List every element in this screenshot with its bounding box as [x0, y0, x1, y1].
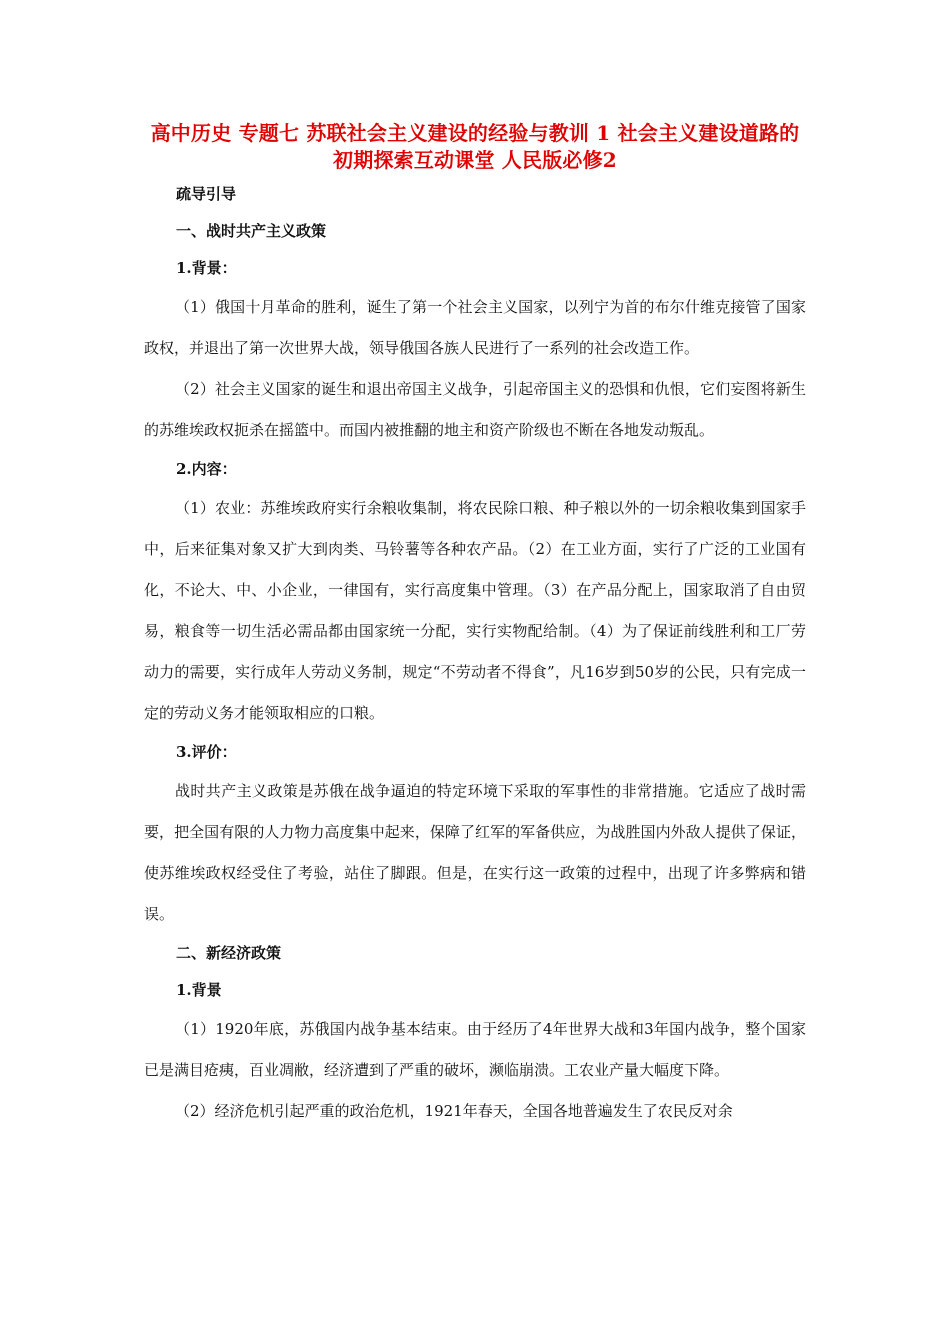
part2-heading: 二、新经济政策: [176, 944, 282, 962]
part2-background-heading: 1.背景: [176, 981, 222, 999]
part1-evaluation-paragraph: 战时共产主义政策是苏俄在战争逼迫的特定环境下采取的军事性的非常措施。它适应了战时需要，把全国有限的人力物力高度集中起来，保障了红军的军备供应，为战胜国内外敌人提供了保证，使苏维埃政权经受住了考验，站住了脚跟。但是，在实行这一政策的过程中，出现了许多弊病和错误。: [144, 782, 806, 923]
part1-background-paragraph-2: （2）社会主义国家的诞生和退出帝国主义战争，引起帝国主义的恐惧和仇恨，它们妄图将新生的苏维埃政权扼杀在摇篮中。而国内被推翻的地主和资产阶级也不断在各地发动叛乱。: [144, 380, 806, 439]
document-page: [144, 120, 806, 1132]
part2-background-paragraph-1: （1）1920年底，苏俄国内战争基本结束。由于经历了4年世界大战和3年国内战争，整个国家已是满目疮痍，百业凋敝，经济遭到了严重的破坏，濒临崩溃。工农业产量大幅度下降。: [144, 1020, 806, 1079]
part2-background-paragraph-2: （2）经济危机引起严重的政治危机，1921年春天，全国各地普遍发生了农民反对余: [175, 1102, 733, 1120]
part1-background-heading: 1.背景：: [176, 259, 237, 277]
part1-content-heading: 2.内容：: [176, 460, 237, 478]
part1-content-paragraph: （1）农业：苏维埃政府实行余粮收集制，将农民除口粮、种子粮以外的一切余粮收集到国家手中，后来征集对象又扩大到肉类、马铃薯等各种农产品。（2）在工业方面，实行了广泛的工业国有化，不论大、中、小企业，一律国有，实行高度集中管理。（3）在产品分配上，国家取消了自由贸易，粮食等一切生活必需品都由国家统一分配，实行实物配给制。（4）为了保证前线胜利和工厂劳动力的需要，实行成年人劳动义务制，规定“不劳动者不得食”，凡16岁到50岁的公民，只有完成一定的劳动义务才能领取相应的口粮。: [144, 499, 806, 722]
part1-background-paragraph-1: （1）俄国十月革命的胜利，诞生了第一个社会主义国家，以列宁为首的布尔什维克接管了国家政权，并退出了第一次世界大战，领导俄国各族人民进行了一系列的社会改造工作。: [144, 298, 806, 357]
document-title: 高中历史 专题七 苏联社会主义建设的经验与教训 1 社会主义建设道路的初期探索互动课堂 人民版必修2: [150, 121, 800, 172]
part1-heading: 一、战时共产主义政策: [176, 222, 327, 240]
part1-evaluation-heading: 3.评价：: [176, 743, 237, 761]
section-guide-heading: 疏导引导: [176, 185, 237, 203]
